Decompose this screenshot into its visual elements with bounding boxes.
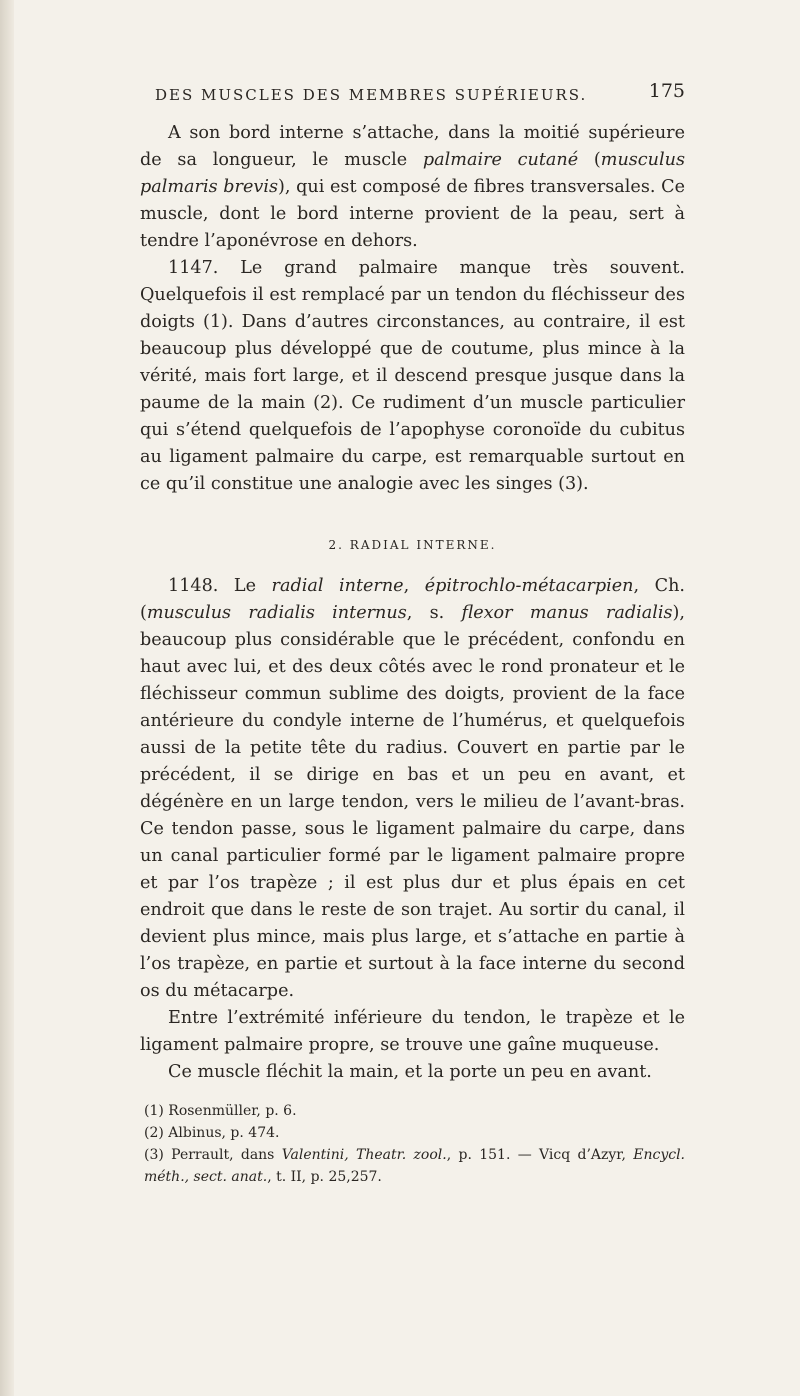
footnotes [140,1100,685,1188]
paragraph-palmaire-cutane: A son bord interne s’attache, dans la moitié supérieure de sa longueur, le muscle palmaire cutané (musculus palmaris brevis), qui est composé de fibres transversales. Ce muscle, dont le bord interne provient de la peau, sert à tendre l’aponévrose en dehors. [140,123,685,251]
section-subheading: 2. RADIAL INTERNE. [328,538,497,552]
paragraph-gaine: Entre l’extrémité inférieure du tendon, le trapèze et le ligament palmaire propre, se trouve une gaîne muqueuse. [140,1008,685,1055]
page-edge [0,0,14,1396]
running-header [155,80,685,104]
running-title: DES MUSCLES DES MEMBRES SUPÉRIEURS. [155,86,588,104]
page-number: 175 [648,80,685,102]
paragraph-1148: 1148. Le radial interne, épitrochlo-métacarpien, Ch. (musculus radialis internus, s. flexor manus radialis), beaucoup plus considérable que le précédent, confondu en haut avec lui, et des deux côtés avec le rond pronateur et le fléchisseur commun sublime des doigts, provient de la face antérieure du condyle interne de l’humérus, et quelquefois aussi de la petite tête du radius. Couvert en partie par le précédent, il se dirige en bas et un peu en avant, et dégénère en un large tendon, vers le milieu de l’avant-bras. Ce tendon passe, sous le ligament palmaire du carpe, dans un canal particulier formé par le ligament palmaire propre et par l’os trapèze ; il est plus dur et plus épais en cet endroit que dans le reste de son trajet. Au sortir du canal, il devient plus mince, mais plus large, et s’attache en partie à l’os trapèze, en partie et surtout à la face interne du second os du métacarpe. [140,576,686,1001]
paragraph-1147: 1147. Le grand palmaire manque très souvent. Quelquefois il est remplacé par un tendon du fléchisseur des doigts (1). Dans d’autres circonstances, au contraire, il est beaucoup plus développé que de coutume, plus mince à la vérité, mais fort large, et il descend presque jusque dans la paume de la main (2). Ce rudiment d’un muscle particulier qui s’étend quelquefois de l’apophyse coronoïde du cubitus au ligament palmaire du carpe, est remarquable surtout en ce qu’il constitue une analogie avec les singes (3). [140,258,685,494]
footnote-2: (2) Albinus, p. 474. [144,1125,280,1141]
paragraph-function: Ce muscle fléchit la main, et la porte un peu en avant. [168,1062,652,1082]
footnote-3: (3) Perrault, dans Valentini, Theatr. zool., p. 151. — Vicq d’Azyr, Encycl. méth., sect. anat., t. II, p. 25,257. [144,1147,686,1185]
footnote-1: (1) Rosenmüller, p. 6. [144,1103,297,1119]
body-text [140,120,685,1188]
